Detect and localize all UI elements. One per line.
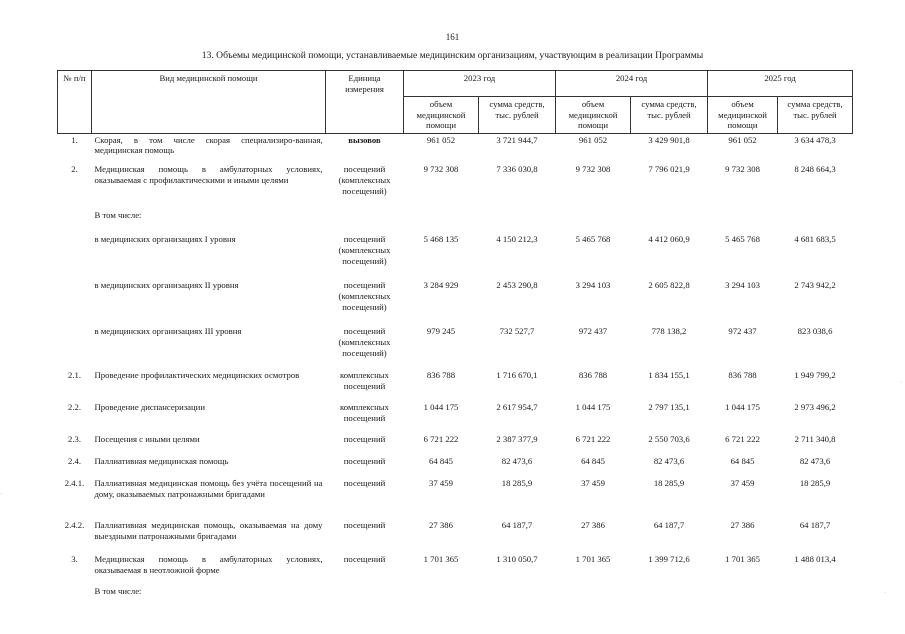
cell-sum: 7 796 021,9	[648, 164, 690, 175]
cell-sum: 2 550 703,6	[648, 434, 690, 445]
header-year-2025: 2025 год	[708, 71, 853, 97]
cell-sum	[778, 209, 853, 233]
cell-volume	[708, 585, 778, 605]
cell-volume: 961 052	[578, 134, 608, 145]
header-sum: сумма средств, тыс. рублей	[631, 97, 708, 134]
cell-volume: 27 386	[581, 520, 605, 531]
row-number	[58, 209, 92, 233]
cell-sum: 3 721 944,7	[496, 134, 538, 145]
cell-sum: 2 453 290,8	[496, 280, 538, 291]
table-row	[58, 553, 853, 585]
row-kind: Скорая, в том числе скорая специализиро-ванная, медицинская помощь	[94, 134, 323, 156]
row-kind: В том числе:	[94, 586, 142, 597]
table-row	[58, 477, 853, 519]
row-kind: в медицинских организациях I уровня	[94, 234, 236, 245]
row-kind: Паллиативная медицинская помощь, оказываемая на дому выездными патронажными бригадами	[94, 520, 323, 541]
row-number: 2.	[71, 164, 78, 175]
cell-volume: 37 459	[581, 478, 605, 489]
row-unit: комплексных посещений	[340, 402, 389, 423]
medical-care-volume-table	[57, 70, 853, 605]
cell-volume: 64 845	[429, 456, 453, 467]
cell-volume: 836 788	[426, 370, 456, 381]
header-year-2024: 2024 год	[556, 71, 708, 97]
row-kind: Паллиативная медицинская помощь	[94, 456, 229, 467]
table-row	[58, 433, 853, 455]
cell-sum: 2 711 340,8	[794, 434, 836, 445]
scan-artifact: ·	[0, 492, 2, 498]
row-unit: посещений (комплексных посещений)	[338, 280, 391, 312]
cell-volume: 9 732 308	[575, 164, 611, 175]
scan-artifact: ·	[900, 380, 902, 386]
cell-sum: 64 187,7	[799, 520, 831, 531]
row-kind: в медицинских организациях II уровня	[94, 280, 239, 291]
table-row	[58, 401, 853, 433]
row-number	[58, 325, 92, 369]
cell-sum: 4 150 212,3	[496, 234, 538, 245]
row-unit: посещений (комплексных посещений)	[338, 164, 391, 196]
cell-sum: 4 681 683,5	[794, 234, 836, 245]
row-number: 2.4.1.	[64, 478, 85, 489]
document-title: 13. Объемы медицинской помощи, устанавливаемые медицинским организациям, участвующим в реализации Программы	[201, 50, 704, 61]
row-unit: посещений (комплексных посещений)	[338, 234, 391, 266]
cell-sum: 3 429 901,8	[648, 134, 690, 145]
table-row	[58, 209, 853, 233]
cell-sum: 1 834 155,1	[648, 370, 690, 381]
cell-sum: 7 336 030,8	[496, 164, 538, 175]
table-row	[58, 455, 853, 477]
row-number: 2.4.2.	[64, 520, 85, 531]
cell-volume: 6 721 222	[423, 434, 459, 445]
header-volume: объем медицинской помощи	[556, 97, 631, 134]
row-number	[58, 585, 92, 605]
row-unit: посещений	[343, 456, 386, 467]
row-number: 2.2.	[67, 402, 82, 413]
cell-volume: 64 845	[730, 456, 755, 467]
row-kind: Проведение диспансеризации	[94, 402, 205, 413]
cell-volume	[404, 209, 479, 233]
cell-volume: 64 845	[581, 456, 605, 467]
cell-sum: 82 473,6	[653, 456, 685, 467]
table-row	[58, 233, 853, 279]
cell-sum: 64 187,7	[501, 520, 533, 531]
table-row	[58, 325, 853, 369]
cell-volume: 1 044 175	[423, 402, 459, 413]
cell-volume: 1 044 175	[575, 402, 611, 413]
row-kind: в медицинских организациях III уровня	[94, 326, 242, 337]
cell-volume: 972 437	[578, 326, 608, 337]
table-row	[58, 519, 853, 553]
cell-volume: 1 044 175	[725, 402, 760, 413]
row-unit: посещений	[343, 478, 386, 489]
cell-sum: 4 412 060,9	[648, 234, 690, 245]
table-row	[58, 585, 853, 605]
table-row	[58, 279, 853, 325]
cell-volume: 961 052	[426, 134, 456, 145]
row-unit: посещений (комплексных посещений)	[338, 326, 391, 358]
cell-volume: 1 701 365	[575, 554, 611, 565]
cell-volume: 5 465 768	[725, 234, 760, 245]
cell-sum	[479, 585, 556, 605]
header-unit: Единица измерения	[326, 71, 404, 134]
cell-volume: 3 284 929	[423, 280, 459, 291]
cell-sum	[778, 585, 853, 605]
cell-sum: 8 248 664,3	[794, 164, 836, 175]
cell-sum: 2 743 942,2	[794, 280, 836, 291]
cell-sum: 2 387 377,9	[496, 434, 538, 445]
cell-sum: 2 797 135,1	[648, 402, 690, 413]
row-kind: В том числе:	[94, 210, 142, 221]
header-num: № п/п	[58, 71, 92, 134]
cell-volume: 9 732 308	[423, 164, 459, 175]
cell-volume: 836 788	[578, 370, 608, 381]
cell-sum: 2 617 954,7	[496, 402, 538, 413]
cell-volume: 3 294 103	[575, 280, 611, 291]
cell-volume: 961 052	[728, 134, 757, 145]
row-number: 3.	[71, 554, 78, 565]
row-number: 2.1.	[67, 370, 82, 381]
row-kind: Медицинская помощь в амбулаторных условиях, оказываемая в неотложной форме	[94, 554, 323, 575]
cell-volume: 1 701 365	[423, 554, 459, 565]
cell-sum: 2 973 496,2	[794, 402, 836, 413]
cell-sum: 1 310 050,7	[496, 554, 538, 565]
header-year-2023: 2023 год	[404, 71, 556, 97]
cell-sum: 1 488 013,4	[794, 554, 836, 565]
row-unit: посещений	[343, 520, 386, 531]
cell-sum: 1 716 670,1	[496, 370, 538, 381]
cell-sum	[479, 209, 556, 233]
cell-sum	[631, 209, 708, 233]
cell-volume: 836 788	[728, 370, 757, 381]
table-row	[58, 163, 853, 209]
cell-volume: 5 465 768	[575, 234, 611, 245]
cell-volume: 1 701 365	[725, 554, 760, 565]
cell-volume	[556, 209, 631, 233]
cell-volume: 27 386	[730, 520, 755, 531]
row-number	[58, 233, 92, 279]
cell-volume: 972 437	[728, 326, 757, 337]
cell-sum: 64 187,7	[653, 520, 685, 531]
cell-sum: 82 473,6	[501, 456, 533, 467]
row-kind: Посещения с иными целями	[94, 434, 200, 445]
cell-volume: 6 721 222	[575, 434, 611, 445]
row-kind: Паллиативная медицинская помощь без учёта посещений на дому, оказываемых патронажными бригадами	[94, 478, 323, 499]
row-kind: Медицинская помощь в амбулаторных условиях, оказываемая с профилактическими и иными целями	[94, 164, 323, 185]
cell-volume: 37 459	[429, 478, 453, 489]
row-unit	[326, 209, 404, 233]
page-number: 161	[445, 32, 460, 42]
cell-sum: 1 949 799,2	[794, 370, 836, 381]
cell-volume: 9 732 308	[725, 164, 760, 175]
cell-sum: 18 285,9	[799, 478, 831, 489]
cell-sum: 778 138,2	[651, 326, 687, 337]
cell-volume: 979 245	[426, 326, 456, 337]
table-row	[58, 133, 853, 163]
row-unit: вызовов	[348, 134, 381, 145]
row-kind: Проведение профилактических медицинских осмотров	[94, 370, 300, 381]
row-number	[58, 279, 92, 325]
cell-sum: 2 605 822,8	[648, 280, 690, 291]
header-volume: объем медицинской помощи	[708, 97, 778, 134]
row-number: 1.	[71, 134, 78, 145]
cell-sum: 18 285,9	[653, 478, 685, 489]
cell-sum: 3 634 478,3	[794, 134, 836, 145]
cell-volume	[404, 585, 479, 605]
cell-volume: 6 721 222	[725, 434, 760, 445]
row-number: 2.3.	[67, 434, 82, 445]
row-unit: комплексных посещений	[340, 370, 389, 391]
cell-sum: 82 473,6	[799, 456, 831, 467]
header-volume: объем медицинской помощи	[404, 97, 479, 134]
header-sum: сумма средств, тыс. рублей	[479, 97, 556, 134]
cell-volume	[556, 585, 631, 605]
cell-sum: 1 399 712,6	[648, 554, 690, 565]
scan-artifact: ·	[884, 590, 886, 596]
row-unit	[326, 585, 404, 605]
cell-sum	[631, 585, 708, 605]
table-body	[58, 133, 853, 605]
cell-volume: 3 294 103	[725, 280, 760, 291]
cell-sum: 18 285,9	[501, 478, 533, 489]
header-kind: Вид медицинской помощи	[92, 71, 326, 134]
table-row	[58, 369, 853, 401]
cell-sum: 823 038,6	[797, 326, 833, 337]
cell-volume: 37 459	[730, 478, 755, 489]
row-number: 2.4.	[67, 456, 82, 467]
row-unit: посещений	[343, 554, 386, 565]
cell-volume: 27 386	[429, 520, 453, 531]
cell-sum: 732 527,7	[499, 326, 535, 337]
cell-volume	[708, 209, 778, 233]
row-unit: посещений	[343, 434, 386, 445]
cell-volume: 5 468 135	[423, 234, 459, 245]
header-sum: сумма средств, тыс. рублей	[778, 97, 853, 134]
